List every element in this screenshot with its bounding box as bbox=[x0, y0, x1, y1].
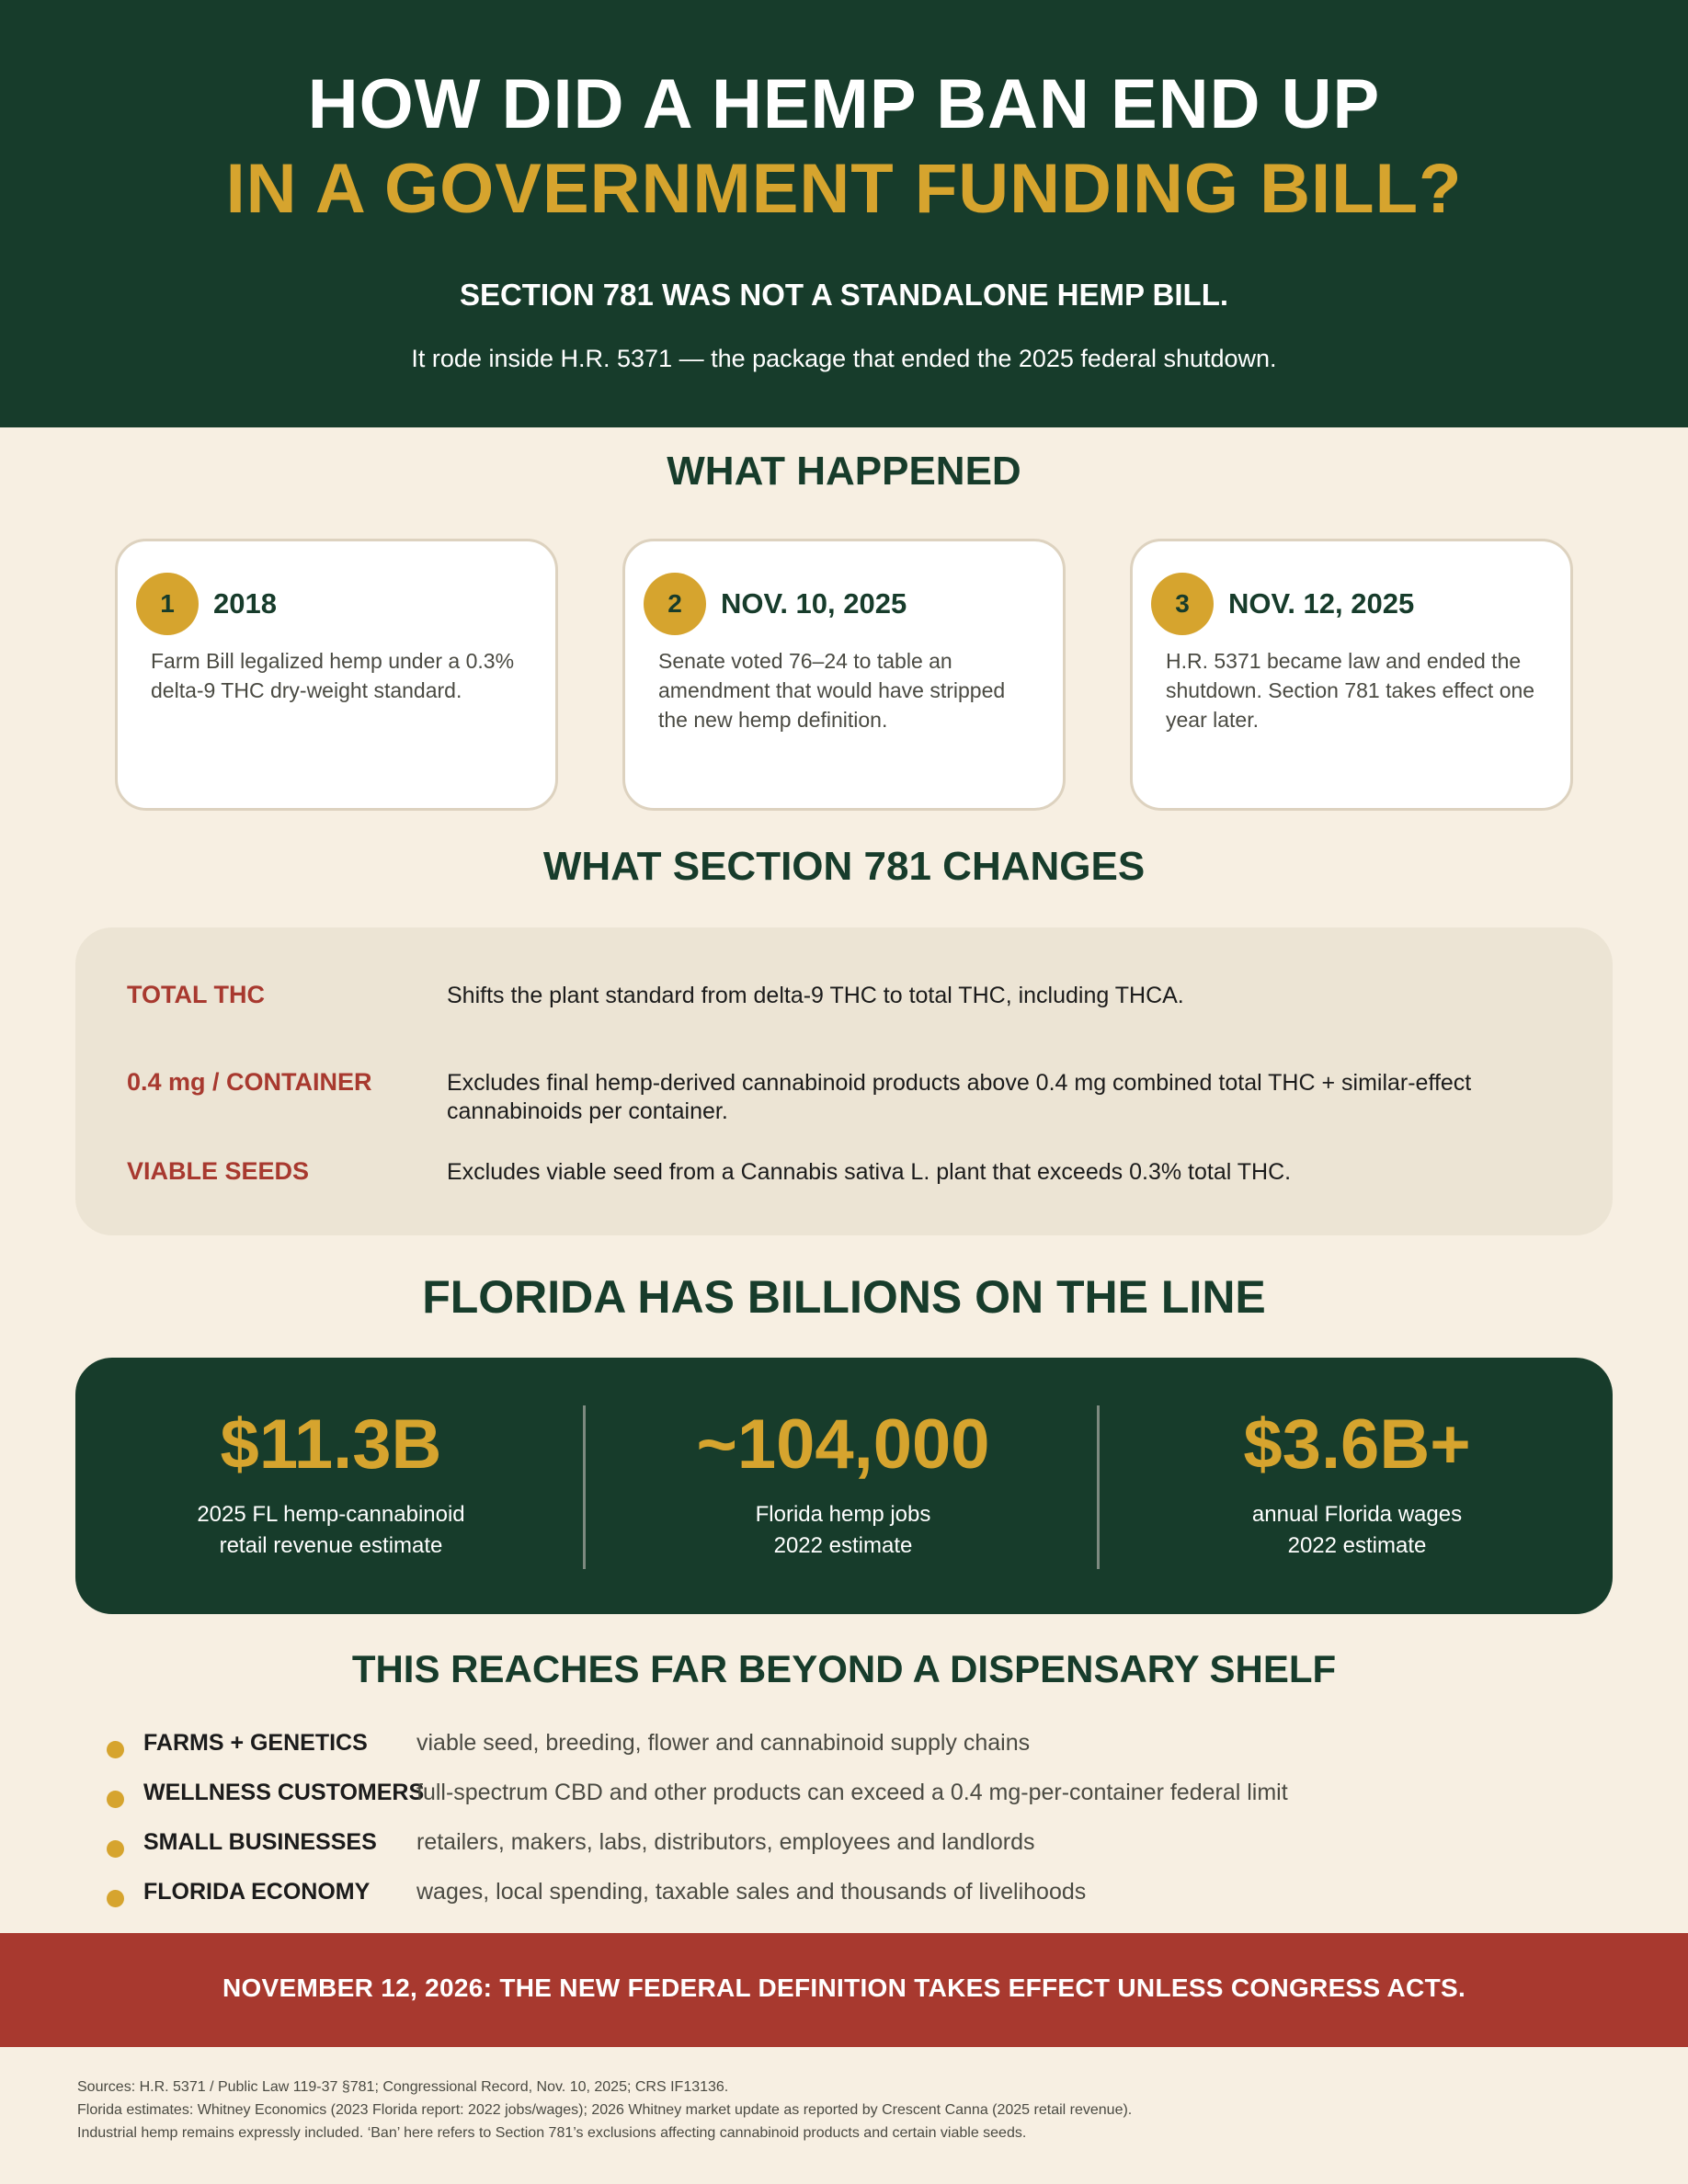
list-item-text: full-spectrum CBD and other products can exceed a 0.4 mg-per-container federal limit bbox=[416, 1780, 1288, 1805]
sources-line-3: Industrial hemp remains expressly included. ‘Ban’ here refers to Section 781’s exclusions affecting cannabinoid products and certain viable seeds. bbox=[77, 2125, 1027, 2141]
step-number-badge: 2 bbox=[644, 573, 706, 635]
stat-label bbox=[1127, 1499, 1587, 1562]
header-banner bbox=[0, 0, 1688, 427]
stat-revenue bbox=[101, 1404, 561, 1562]
deadline-banner bbox=[0, 1933, 1688, 2047]
stat-divider bbox=[583, 1405, 586, 1569]
page-subtitle: SECTION 781 WAS NOT A STANDALONE HEMP BILL. bbox=[459, 278, 1229, 312]
timeline-text: H.R. 5371 became law and ended the shutdown. Section 781 takes effect one year later. bbox=[1166, 649, 1535, 732]
bullet-dot-icon bbox=[107, 1890, 124, 1907]
list-item-label: FARMS + GENETICS bbox=[143, 1730, 368, 1756]
timeline-date: 2018 bbox=[213, 587, 277, 620]
section-title-changes: WHAT SECTION 781 CHANGES bbox=[542, 844, 1146, 889]
change-text-seeds: Excludes viable seed from a Cannabis sativa L. plant that exceeds 0.3% total THC. bbox=[447, 1159, 1292, 1185]
stat-label-line2: 2022 estimate bbox=[1287, 1533, 1427, 1558]
list-item-label: WELLNESS CUSTOMERS bbox=[143, 1780, 425, 1805]
page-description: It rode inside H.R. 5371 — the package that ended the 2025 federal shutdown. bbox=[411, 345, 1277, 372]
stat-wages bbox=[1127, 1404, 1587, 1562]
stat-divider bbox=[1097, 1405, 1100, 1569]
stat-label-line1: annual Florida wages bbox=[1251, 1502, 1463, 1527]
stat-label-line2: retail revenue estimate bbox=[219, 1533, 443, 1558]
changes-panel bbox=[75, 927, 1613, 1235]
change-text-container: Excludes final hemp-derived cannabinoid products above 0.4 mg combined total THC + similar-effect cannabinoids per container. bbox=[447, 1070, 1472, 1124]
list-item-text: wages, local spending, taxable sales and thousands of livelihoods bbox=[416, 1879, 1087, 1905]
stat-value: ~104,000 bbox=[696, 1405, 990, 1484]
bullet-dot-icon bbox=[107, 1741, 124, 1758]
stat-label bbox=[101, 1499, 561, 1562]
bullet-dot-icon bbox=[107, 1840, 124, 1858]
timeline-card-1 bbox=[115, 539, 558, 811]
change-label-seeds: VIABLE SEEDS bbox=[127, 1157, 310, 1185]
stat-value: $11.3B bbox=[220, 1405, 442, 1484]
stat-label-line1: Florida hemp jobs bbox=[755, 1502, 931, 1527]
page-title-line1: HOW DID A HEMP BAN END UP bbox=[307, 65, 1381, 143]
step-number-badge: 3 bbox=[1151, 573, 1214, 635]
step-number-badge: 1 bbox=[136, 573, 199, 635]
timeline-date: NOV. 12, 2025 bbox=[1228, 587, 1415, 620]
stat-value: $3.6B+ bbox=[1243, 1405, 1471, 1484]
stats-panel bbox=[75, 1358, 1613, 1614]
timeline-date: NOV. 10, 2025 bbox=[721, 587, 907, 620]
change-label-container: 0.4 mg / CONTAINER bbox=[127, 1068, 372, 1096]
timeline-card-2 bbox=[622, 539, 1066, 811]
section-title-reach: THIS REACHES FAR BEYOND A DISPENSARY SHELF bbox=[351, 1647, 1337, 1690]
bullet-dot-icon bbox=[107, 1791, 124, 1808]
page-title-line2: IN A GOVERNMENT FUNDING BILL? bbox=[225, 150, 1463, 228]
section-title-florida: FLORIDA HAS BILLIONS ON THE LINE bbox=[422, 1271, 1266, 1323]
stat-label bbox=[613, 1499, 1073, 1562]
section-title-what-happened: WHAT HAPPENED bbox=[667, 449, 1021, 494]
stat-label-line2: 2022 estimate bbox=[773, 1533, 913, 1558]
stat-label-line1: 2025 FL hemp-cannabinoid bbox=[197, 1502, 465, 1527]
list-item-text: viable seed, breeding, flower and cannabinoid supply chains bbox=[416, 1730, 1031, 1756]
stat-jobs bbox=[613, 1404, 1073, 1562]
list-item-label: FLORIDA ECONOMY bbox=[143, 1879, 371, 1905]
timeline-text: Senate voted 76–24 to table an amendment that would have stripped the new hemp definition. bbox=[658, 649, 1006, 732]
timeline-text: Farm Bill legalized hemp under a 0.3% delta-9 THC dry-weight standard. bbox=[151, 649, 515, 702]
sources-footer bbox=[77, 2076, 1132, 2144]
change-label-total-thc: TOTAL THC bbox=[127, 981, 265, 1008]
change-text-total-thc: Shifts the plant standard from delta-9 THC to total THC, including THCA. bbox=[447, 983, 1184, 1008]
sources-line-2: Florida estimates: Whitney Economics (2023 Florida report: 2022 jobs/wages); 2026 Whitney market update as reported by Crescent Canna (2025 retail revenue). bbox=[77, 2102, 1133, 2118]
list-item-text: retailers, makers, labs, distributors, employees and landlords bbox=[416, 1829, 1035, 1855]
timeline-card-3 bbox=[1130, 539, 1573, 811]
sources-line-1: Sources: H.R. 5371 / Public Law 119-37 §781; Congressional Record, Nov. 10, 2025; CRS IF13136. bbox=[77, 2079, 729, 2095]
deadline-text: NOVEMBER 12, 2026: THE NEW FEDERAL DEFINITION TAKES EFFECT UNLESS CONGRESS ACTS. bbox=[222, 1974, 1466, 2002]
list-item-label: SMALL BUSINESSES bbox=[143, 1829, 377, 1855]
